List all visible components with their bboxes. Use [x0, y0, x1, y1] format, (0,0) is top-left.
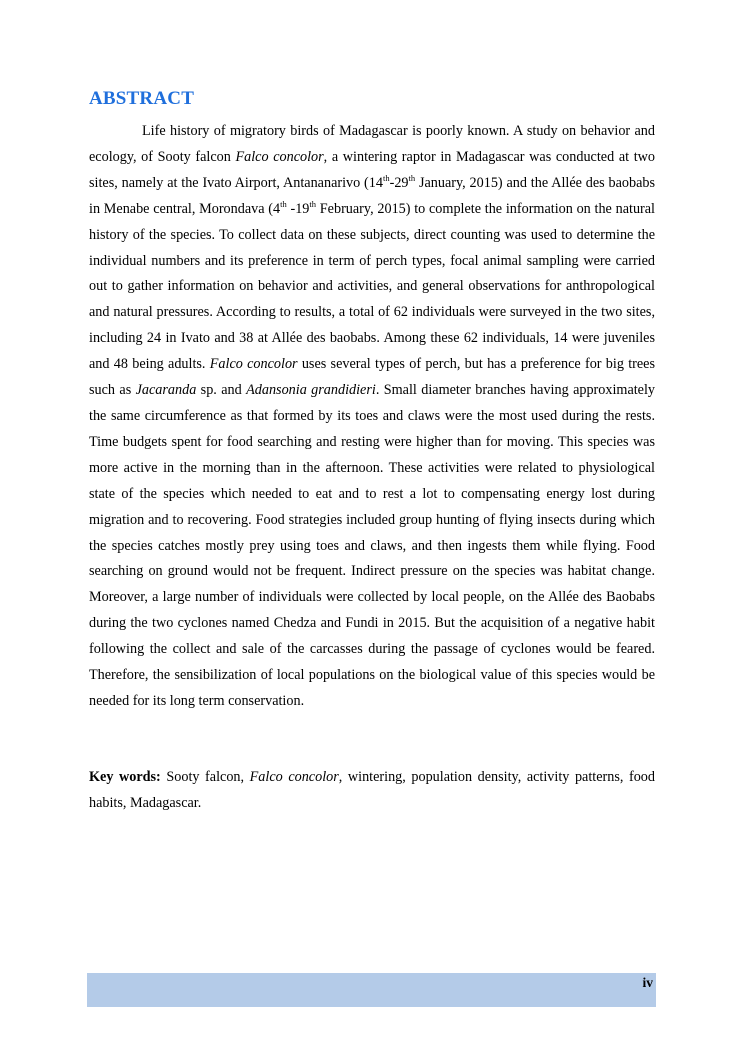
species-name: Falco concolor	[209, 356, 298, 373]
species-name: Falco concolor	[249, 769, 339, 785]
abstract-text: February, 2015) to complete the information on the natural history of the species. To collect data on these subjects, direct counting was used to determine the individual numbers and its preference in term of perch types, focal animal sampling were carried out to gather information on behavior and activities, and general observations for anthropological and natural pressures. According to results, a total of 62 individuals were surveyed in the two sites, including 24 in Ivato and 38 at Allée des baobabs. Among these 62 individuals, 14 were juveniles and 48 being adults.	[89, 200, 655, 373]
ordinal-suffix: th	[408, 172, 416, 183]
abstract-text: January, 2015) and the Allée des baobabs in Menabe central, Morondava (4	[89, 174, 655, 217]
abstract-paragraph	[89, 119, 655, 715]
abstract-text: Life history of migratory birds of Madagascar is poorly known. A study on behavior and ecology, of Sooty falcon	[89, 123, 655, 165]
keywords-text: Sooty falcon,	[160, 769, 250, 785]
keywords-text: , wintering, population density, activity patterns, food habits, Madagascar.	[89, 769, 655, 811]
abstract-text: -29	[389, 174, 409, 191]
species-name: Jacaranda	[135, 382, 197, 399]
abstract-text: . Small diameter branches having approximately the same circumference as that formed by its toes and claws were the most used during the rests. Time budgets spent for food searching and resting were higher than for moving. This species was more active in the morning than in the afternoon. These activities were related to physiological state of the species which needed to eat and to rest a lot to compensating energy lost during migration and to recovering. Food strategies included group hunting of flying insects during which the species catches mostly prey using toes and claws, and then ingests them while flying. Food searching on ground would not be frequent. Indirect pressure on the species was habitat change. Moreover, a large number of individuals were collected by local people, on the Allée des Baobabs during the two cyclones named Chedza and Fundi in 2015. But the acquisition of a negative habit following the collect and sale of the carcasses during the passage of cyclones would be feared. Therefore, the sensibilization of local populations on the biological value of this species would be needed for its long term conservation.	[89, 382, 656, 709]
page-number: iv	[642, 975, 653, 990]
abstract-text: sp. and	[196, 382, 247, 399]
ordinal-suffix: th	[382, 172, 390, 183]
ordinal-suffix: th	[280, 198, 287, 209]
abstract-text: -19	[286, 200, 310, 217]
page-title: ABSTRACT	[89, 88, 195, 109]
species-name: Falco concolor	[235, 148, 324, 165]
ordinal-suffix: th	[309, 198, 317, 209]
keywords-label: Key words:	[89, 769, 161, 785]
keywords	[89, 765, 655, 817]
abstract-text: uses several types of perch, but has a preference for big trees such as	[89, 356, 655, 399]
abstract-text: , a wintering raptor in Madagascar was conducted at two sites, namely at the Ivato Airport, Antananarivo (14	[89, 148, 655, 191]
abstract-body	[89, 119, 655, 715]
species-name: Adansonia grandidieri	[246, 382, 376, 399]
footer-bar	[87, 973, 656, 1007]
